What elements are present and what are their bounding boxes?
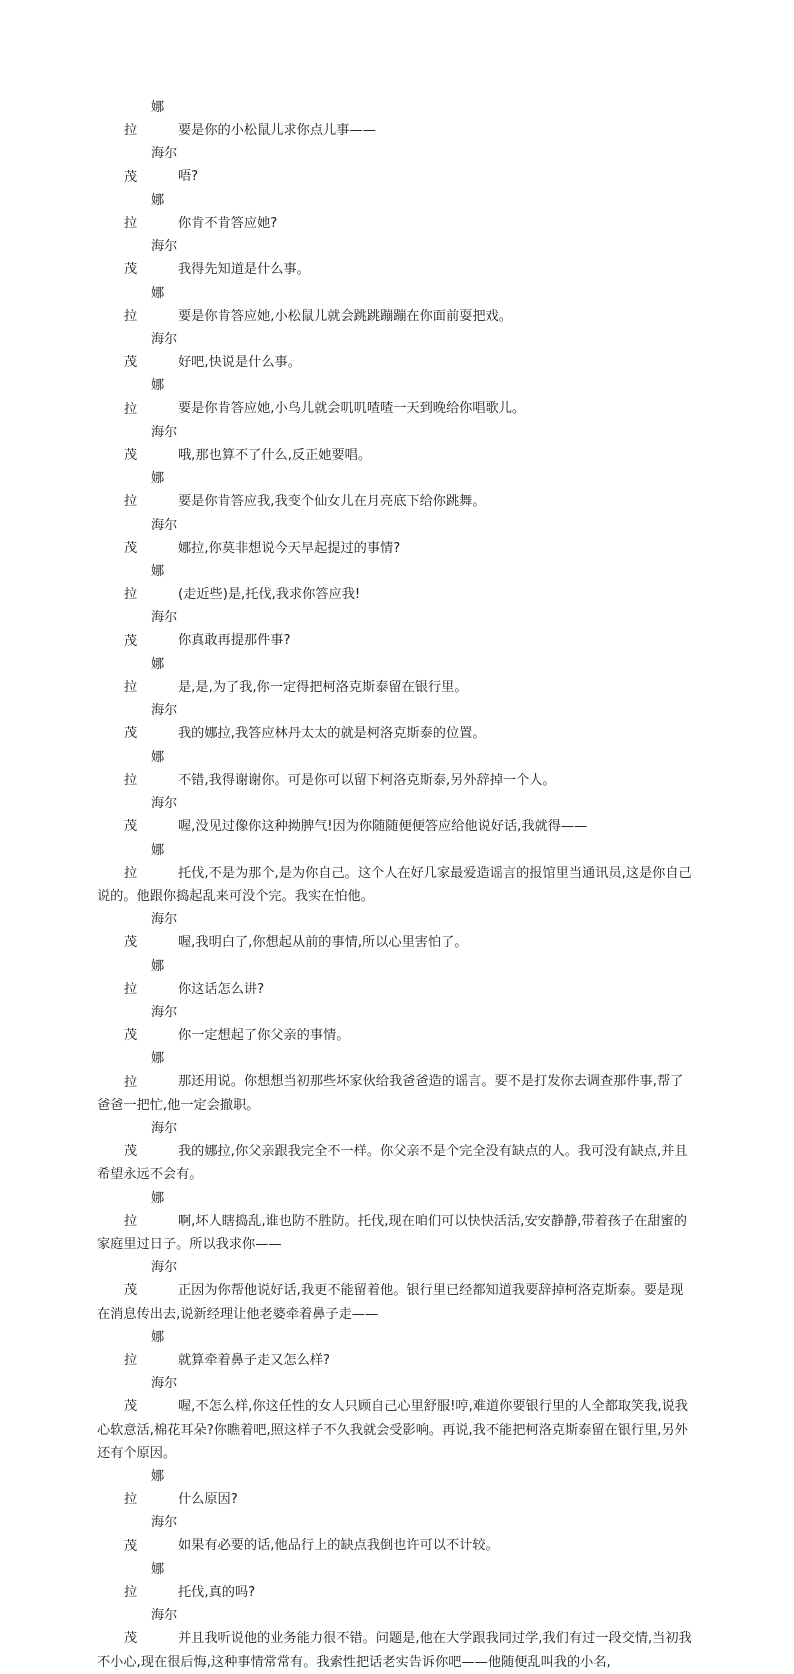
dialogue-line (97, 955, 693, 1001)
speech-text: 并且我听说他的业务能力很不错。问题是,他在大学跟我同过学,我们有过一段交情,当初我不小心,现在很后悔,这种事情常常有。我索性把话老实告诉你吧——他随便乱叫我的小名, (97, 1631, 692, 1670)
dialogue-line (97, 1117, 693, 1187)
speaker-name: 娜 拉 (124, 1329, 178, 1368)
dialogue-line (97, 1256, 693, 1326)
dialogue-line (97, 235, 693, 281)
dialogue-line (97, 839, 693, 909)
speaker-name: 娜 拉 (124, 1190, 178, 1229)
dialogue-line (97, 1372, 693, 1465)
dialogue-line (97, 142, 693, 188)
speaker-name: 娜 拉 (124, 749, 178, 788)
dialogue-line (97, 1326, 693, 1372)
dialogue-line (97, 1511, 693, 1557)
dialogue-line (97, 1001, 693, 1047)
dialogue-line (97, 96, 693, 142)
speaker-name: 娜 拉 (124, 1561, 178, 1600)
speaker-name: 海尔茂 (124, 146, 178, 185)
dialogue-line (97, 746, 693, 792)
speaker-name: 海尔茂 (124, 1004, 178, 1044)
dialogue-line (97, 908, 693, 954)
speech-text: (走近些)是,托伐,我求你答应我! (178, 587, 361, 603)
speech-text: 要是你的小松鼠儿求你点儿事—— (178, 123, 376, 139)
speech-text: 你一定想起了你父亲的事情。 (178, 1028, 350, 1044)
dialogue-line (97, 1465, 693, 1511)
speaker-name: 海尔茂 (124, 1376, 178, 1415)
speech-text: 是,是,为了我,你一定得把柯洛克斯泰留在银行里。 (178, 680, 468, 696)
speech-text: 我的娜拉,我答应林丹太太的就是柯洛克斯泰的位置。 (178, 726, 486, 742)
speech-text: 如果有必要的话,他品行上的缺点我倒也许可以不计较。 (178, 1538, 499, 1554)
speech-text: 托伐,不是为那个,是为你自己。这个人在好几家最爱造谣言的报馆里当通讯员,这是你自己说的。他跟你捣起乱来可没个完。我实在怕他。 (97, 865, 692, 904)
speech-text: 我的娜拉,你父亲跟我完全不一样。你父亲不是个完全没有缺点的人。我可没有缺点,并且希望永远不会有。 (97, 1144, 688, 1183)
speaker-name: 海尔茂 (124, 239, 178, 278)
speech-text: 要是你肯答应她,小鸟儿就会叽叽喳喳一天到晚给你唱歌儿。 (178, 401, 526, 417)
speaker-name: 海尔茂 (124, 912, 178, 951)
dialogue-line (97, 421, 693, 467)
speaker-name: 海尔茂 (124, 424, 178, 464)
dialogue-line (97, 467, 693, 513)
speech-text: 喔,我明白了,你想起从前的事情,所以心里害怕了。 (178, 935, 468, 951)
dialogue-line (97, 1047, 693, 1117)
speaker-name: 海尔茂 (124, 1120, 178, 1160)
speaker-name: 海尔茂 (124, 1608, 178, 1647)
dialogue-line (97, 514, 693, 560)
speech-text: 要是你肯答应她,小松鼠儿就会跳跳蹦蹦在你面前耍把戏。 (178, 308, 512, 324)
dialogue-line (97, 282, 693, 328)
dialogue-text (0, 96, 794, 1674)
speaker-name: 海尔茂 (124, 703, 178, 742)
speech-text: 你肯不肯答应她? (178, 216, 278, 232)
dialogue-line (97, 606, 693, 652)
speech-text: 喔,不怎么样,你这任性的女人只顾自己心里舒服!哼,难道你要银行里的人全都取笑我,说我心软意活,棉花耳朵?你瞧着吧,照这样子不久我就会受影响。再说,我不能把柯洛克斯泰留在银行里,另外还有个原因。 (97, 1399, 688, 1461)
speaker-name: 娜 拉 (124, 285, 178, 324)
speaker-name: 娜 拉 (124, 1468, 178, 1508)
dialogue-line (97, 189, 693, 235)
speaker-name: 海尔茂 (124, 610, 178, 649)
speech-text: 不错,我得谢谢你。可是你可以留下柯洛克斯泰,另外辞掉一个人。 (178, 772, 556, 788)
speech-text: 托伐,真的吗? (178, 1585, 256, 1600)
speech-text: 我得先知道是什么事。 (178, 262, 310, 278)
speech-text: 要是你肯答应我,我变个仙女儿在月亮底下给你跳舞。 (178, 494, 486, 510)
speech-text: 你这话怎么讲? (178, 981, 265, 997)
speaker-name: 海尔茂 (124, 1260, 178, 1299)
speech-text: 喔,没见过像你这种拗脾气!因为你随随便便答应给他说好话,我就得—— (178, 819, 588, 835)
speaker-name: 海尔茂 (124, 796, 178, 835)
dialogue-line (97, 699, 693, 745)
speech-text: 什么原因? (178, 1492, 238, 1508)
speaker-name: 娜 拉 (124, 192, 178, 232)
dialogue-line (97, 1604, 693, 1674)
dialogue-line (97, 560, 693, 606)
speaker-name: 娜 拉 (124, 958, 178, 997)
speaker-name: 海尔茂 (124, 517, 178, 556)
speaker-name: 娜 拉 (124, 378, 178, 417)
speech-text: 唔? (178, 169, 199, 185)
speaker-name: 娜 拉 (124, 564, 178, 603)
speaker-name: 海尔茂 (124, 1515, 178, 1554)
speaker-name: 娜 拉 (124, 100, 178, 139)
dialogue-line (97, 1187, 693, 1257)
speech-text: 哦,那也算不了什么,反正她要唱。 (178, 448, 372, 464)
speech-text: 娜拉,你莫非想说今天早起提过的事情? (178, 540, 401, 556)
dialogue-line (97, 653, 693, 699)
speaker-name: 娜 拉 (124, 656, 178, 696)
dialogue-line (97, 792, 693, 838)
dialogue-line (97, 1558, 693, 1604)
speaker-name: 娜 拉 (124, 842, 178, 881)
speaker-name: 娜 拉 (124, 1051, 178, 1090)
speaker-name: 海尔茂 (124, 332, 178, 371)
speech-text: 好吧,快说是什么事。 (178, 355, 301, 371)
speech-text: 正因为你帮他说好话,我更不能留着他。银行里已经都知道我要辞掉柯洛克斯泰。要是现在消息传出去,说新经理让他老婆牵着鼻子走—— (97, 1283, 684, 1322)
speaker-name: 娜 拉 (124, 471, 178, 510)
dialogue-line (97, 328, 693, 374)
speech-text: 你真敢再提那件事? (178, 633, 291, 649)
speech-text: 那还用说。你想想当初那些坏家伙给我爸爸造的谣言。要不是打发你去调查那件事,帮了爸爸一把忙,他一定会撤职。 (97, 1074, 684, 1113)
speech-text: 就算牵着鼻子走又怎么样? (178, 1352, 331, 1368)
dialogue-line (97, 374, 693, 420)
speech-text: 啊,坏人瞎捣乱,谁也防不胜防。托伐,现在咱们可以快快活活,安安静静,带着孩子在甜蜜的家庭里过日子。所以我求你—— (97, 1213, 687, 1252)
